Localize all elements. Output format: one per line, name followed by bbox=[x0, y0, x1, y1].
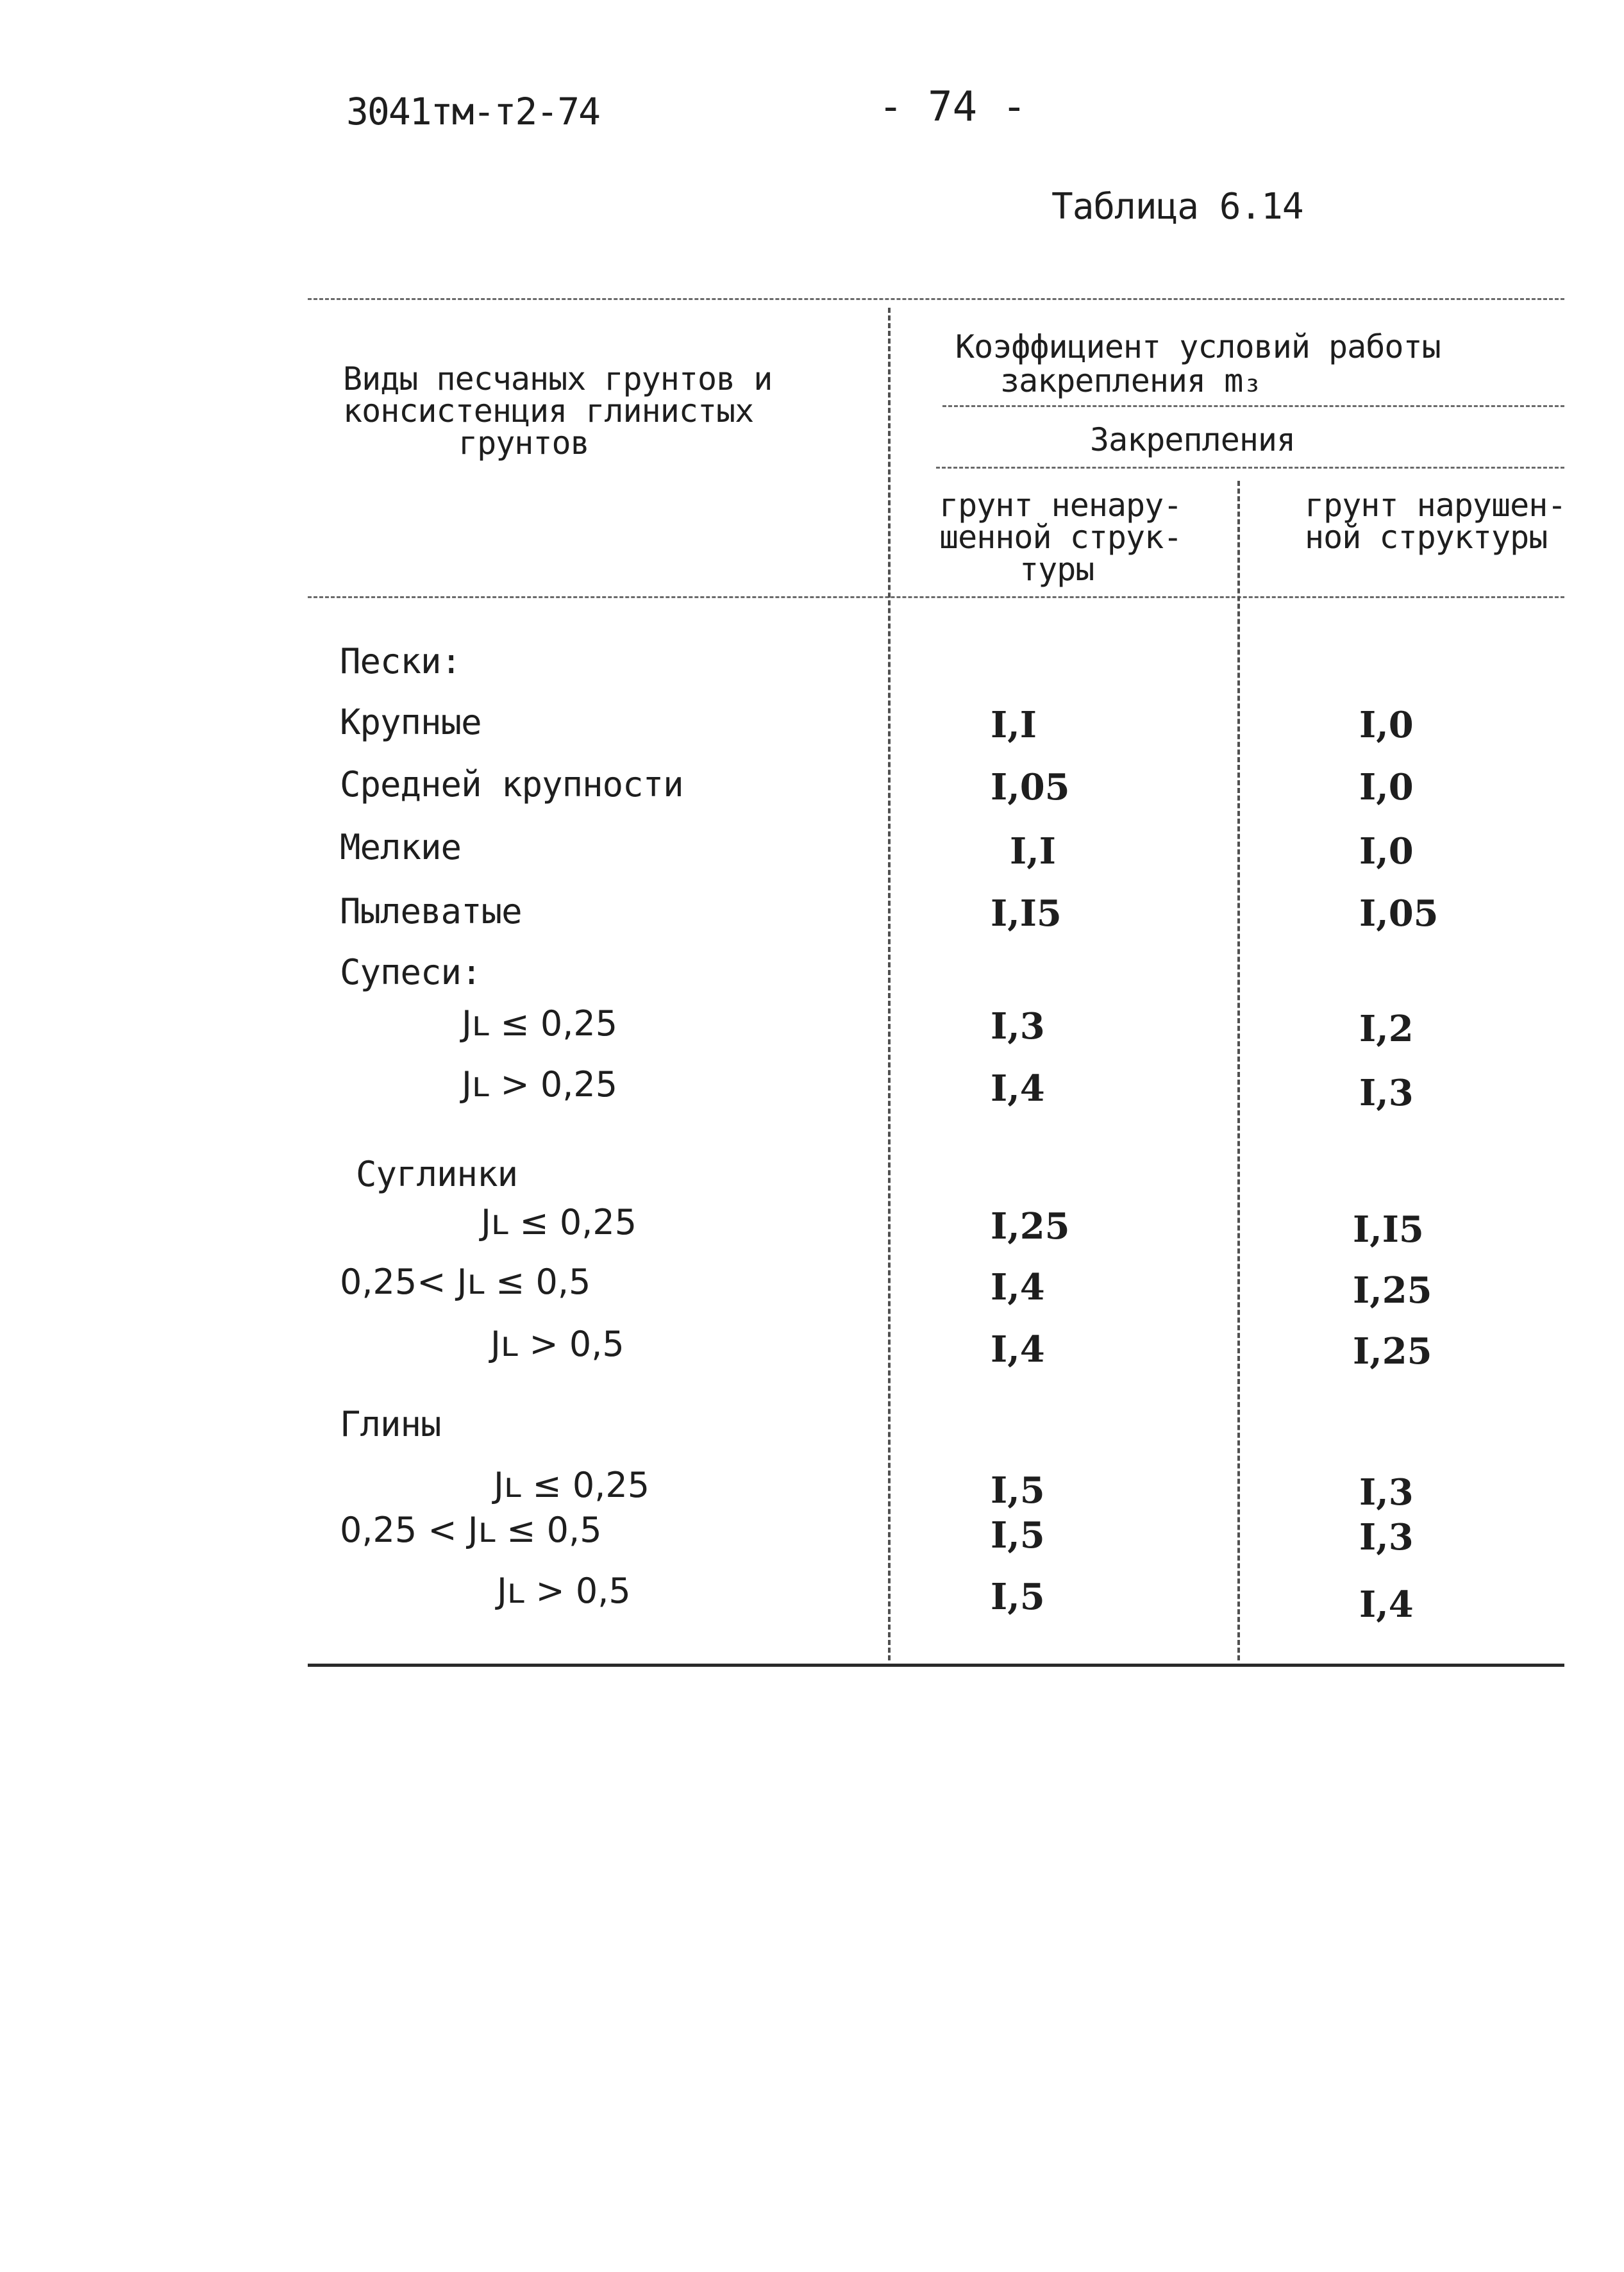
value-disturbed: I,3 bbox=[1359, 1471, 1414, 1514]
value-undisturbed: I,4 bbox=[991, 1266, 1045, 1308]
col2-header-line-2: шенной струк- bbox=[939, 519, 1182, 556]
row-label-clays: Глины bbox=[340, 1404, 441, 1444]
table-top-rule bbox=[308, 298, 1564, 300]
col2-header-line-3: туры bbox=[1019, 551, 1094, 588]
row-label-sandy-loams: Супеси: bbox=[340, 952, 481, 992]
row-label: Пылеватые bbox=[340, 891, 522, 931]
row-label: Мелкие bbox=[340, 827, 462, 867]
value-undisturbed: I,25 bbox=[991, 1205, 1070, 1248]
value-undisturbed: I,4 bbox=[991, 1328, 1045, 1371]
row-label: Jʟ > 0,5 bbox=[490, 1324, 624, 1364]
coef-header-line-2: закрепления m₃ bbox=[1000, 362, 1262, 399]
value-disturbed: I,05 bbox=[1359, 892, 1439, 935]
col1-header-line-2: консистенция глинистых bbox=[343, 392, 754, 430]
value-disturbed: I,4 bbox=[1359, 1583, 1414, 1626]
value-undisturbed: I,5 bbox=[991, 1576, 1045, 1618]
column-divider-2 bbox=[1237, 481, 1240, 1660]
value-undisturbed: I,5 bbox=[991, 1469, 1045, 1512]
col3-header-line-2: ной структуры bbox=[1305, 519, 1548, 556]
value-disturbed: I,25 bbox=[1353, 1330, 1432, 1373]
value-undisturbed: I,I5 bbox=[991, 892, 1062, 935]
value-disturbed: I,2 bbox=[1359, 1008, 1414, 1050]
page-number: - 74 - bbox=[878, 83, 1027, 131]
row-label-sands: Пески: bbox=[340, 641, 462, 681]
row-label: 0,25< Jʟ ≤ 0,5 bbox=[340, 1262, 591, 1302]
row-label: Крупные bbox=[340, 702, 481, 742]
coef-header-line-1: Коэффициент условий работы bbox=[955, 328, 1441, 365]
value-disturbed: I,I5 bbox=[1353, 1208, 1424, 1251]
value-undisturbed: I,I bbox=[991, 704, 1037, 746]
row-label: Средней крупности bbox=[340, 764, 683, 805]
coef-header-rule bbox=[942, 405, 1564, 407]
row-label: Jʟ ≤ 0,25 bbox=[481, 1202, 637, 1242]
col3-header-line-1: грунт нарушен- bbox=[1305, 487, 1566, 524]
document-code: 3041тм-т2-74 bbox=[346, 90, 600, 133]
table-bottom-rule bbox=[308, 1664, 1564, 1667]
group-header-rule bbox=[936, 467, 1564, 469]
col1-header-line-1: Виды песчаных грунтов и bbox=[343, 360, 773, 397]
col1-header-line-3: грунтов bbox=[458, 424, 589, 462]
value-undisturbed: I,4 bbox=[991, 1067, 1045, 1110]
row-label: Jʟ ≤ 0,25 bbox=[462, 1003, 618, 1044]
col2-header-line-1: грунт ненару- bbox=[939, 487, 1182, 524]
value-undisturbed: I,I bbox=[1010, 830, 1056, 873]
row-label: 0,25 < Jʟ ≤ 0,5 bbox=[340, 1510, 602, 1550]
row-label: Jʟ > 0,5 bbox=[497, 1571, 631, 1611]
value-undisturbed: I,5 bbox=[991, 1514, 1045, 1557]
row-label: Jʟ > 0,25 bbox=[462, 1064, 618, 1105]
value-undisturbed: I,05 bbox=[991, 766, 1070, 808]
column-divider-1 bbox=[888, 308, 891, 1660]
value-disturbed: I,3 bbox=[1359, 1072, 1414, 1114]
row-label-loams: Суглинки bbox=[356, 1154, 518, 1194]
value-disturbed: I,0 bbox=[1359, 766, 1414, 808]
table-caption: Таблица 6.14 bbox=[1051, 186, 1303, 228]
row-label: Jʟ ≤ 0,25 bbox=[494, 1465, 650, 1505]
group-header: Закрепления bbox=[1090, 421, 1296, 458]
value-disturbed: I,0 bbox=[1359, 830, 1414, 873]
value-undisturbed: I,3 bbox=[991, 1005, 1045, 1048]
value-disturbed: I,3 bbox=[1359, 1516, 1414, 1558]
value-disturbed: I,0 bbox=[1359, 704, 1414, 746]
header-bottom-rule bbox=[308, 596, 1564, 598]
value-disturbed: I,25 bbox=[1353, 1269, 1432, 1312]
